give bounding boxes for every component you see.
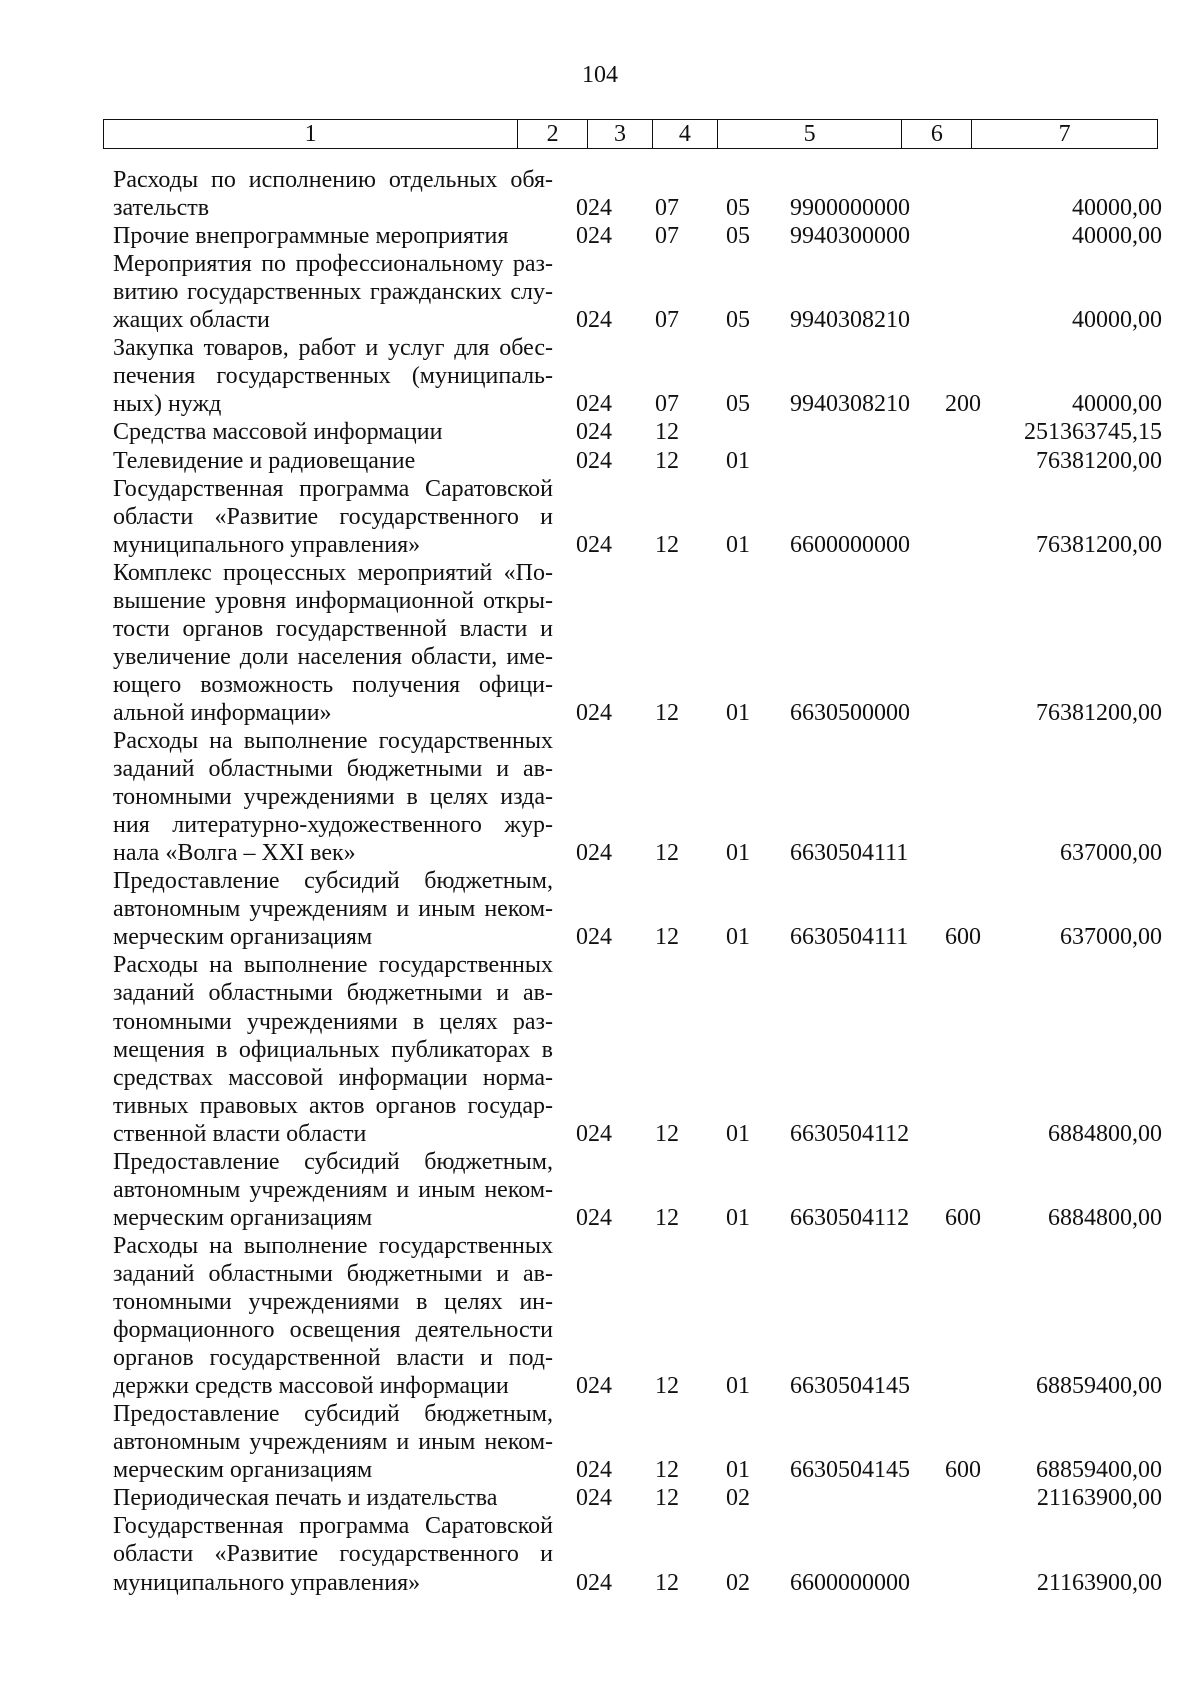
line-c5-value: 6630504111: [790, 840, 909, 867]
line-c7-value: 6884800,00: [1048, 1120, 1162, 1147]
header-col-3: 3: [588, 120, 653, 148]
table-line: [0, 334, 1200, 362]
table-line: [0, 278, 1200, 306]
line-description: мерческим организациям: [113, 1204, 373, 1231]
header-col-5: 5: [718, 120, 903, 148]
line-c7-value: 21163900,00: [1036, 1569, 1162, 1596]
table-header: [103, 119, 1158, 149]
line-c5-value: 6630504145: [790, 1373, 910, 1400]
table-line: [0, 979, 1200, 1007]
line-description: Государственная программа Саратовской: [113, 475, 553, 502]
line-description: тономными учреждениями в целях изда-: [113, 784, 553, 811]
line-c4-value: 05: [726, 195, 750, 222]
header-col-1: 1: [104, 120, 518, 148]
line-description: мерческим организациям: [113, 1457, 373, 1484]
table-line: [0, 951, 1200, 979]
line-description: автономным учреждениям и иным неком-: [113, 1429, 553, 1456]
line-description: мерческим организациям: [113, 924, 373, 951]
line-description: Телевидение и радиовещание: [113, 447, 416, 474]
table-line: [0, 1400, 1200, 1428]
table-line: [0, 895, 1200, 923]
table-line: [0, 194, 1200, 222]
line-description: мещения в официальных публикаторах в: [113, 1036, 553, 1063]
header-col-7: 7: [1058, 121, 1071, 147]
line-c3-value: 12: [655, 419, 679, 446]
line-c3-value: 12: [655, 531, 679, 558]
table-line: [0, 1569, 1200, 1597]
line-c3-value: 12: [655, 1204, 679, 1231]
header-col-4: 4: [653, 120, 718, 148]
table-line: [0, 1344, 1200, 1372]
table-line: [0, 418, 1200, 446]
line-description: области «Развитие государственного и: [113, 503, 553, 530]
line-description: ственной власти области: [113, 1120, 367, 1147]
line-c5-value: 6630500000: [790, 699, 910, 726]
line-c7-value: 40000,00: [1072, 391, 1162, 418]
table-line: [0, 559, 1200, 587]
table-line: [0, 587, 1200, 615]
line-c4-value: 01: [726, 699, 750, 726]
line-c5-value: 6630504112: [790, 1120, 910, 1147]
table-line: [0, 503, 1200, 531]
line-description: ния литературно-художественного жур-: [113, 812, 553, 839]
line-c3-value: 07: [655, 307, 679, 334]
line-c7-value: 76381200,00: [1036, 531, 1162, 558]
table-line: [0, 475, 1200, 503]
line-c3-value: 12: [655, 840, 679, 867]
line-c4-value: 01: [726, 1457, 750, 1484]
table-line: [0, 1456, 1200, 1484]
line-description: Предоставление субсидий бюджетным,: [113, 1148, 553, 1175]
line-c3-value: 07: [655, 391, 679, 418]
table-line: [0, 166, 1200, 194]
line-c4-value: 05: [726, 307, 750, 334]
line-c3-value: 07: [655, 195, 679, 222]
line-c5-value: 9900000000: [790, 195, 910, 222]
line-description: тивных правовых актов органов государ-: [113, 1092, 553, 1119]
table-line: [0, 1428, 1200, 1456]
line-c3-value: 12: [655, 1569, 679, 1596]
table-line: [0, 1204, 1200, 1232]
line-description: увеличение доли населения области, име-: [113, 643, 553, 670]
line-c2-value: 024: [576, 223, 612, 250]
line-description: Прочие внепрограммные мероприятия: [113, 223, 509, 250]
line-c3-value: 12: [655, 924, 679, 951]
line-description: Предоставление субсидий бюджетным,: [113, 868, 553, 895]
line-c6-value: 200: [945, 391, 981, 418]
line-description: альной информации»: [113, 699, 332, 726]
line-c5-value: 9940300000: [790, 223, 910, 250]
table-line: [0, 923, 1200, 951]
line-description: автономным учреждениям и иным неком-: [113, 896, 553, 923]
line-c2-value: 024: [576, 531, 612, 558]
table-line: [0, 783, 1200, 811]
line-description: печения государственных (муниципаль-: [113, 363, 553, 390]
table-line: [0, 250, 1200, 278]
line-description: заданий областными бюджетными и ав-: [113, 756, 553, 783]
line-c7-value: 40000,00: [1072, 223, 1162, 250]
line-description: Комплекс процессных мероприятий «По-: [113, 559, 553, 586]
line-c2-value: 024: [576, 1204, 612, 1231]
line-description: Расходы на выполнение государственных: [113, 728, 553, 754]
line-description: Расходы на выполнение государственных: [113, 1232, 553, 1259]
table-line: [0, 839, 1200, 867]
line-c7-value: 68859400,00: [1036, 1457, 1162, 1484]
line-description: заданий областными бюджетными и ав-: [113, 1260, 553, 1287]
line-description: тономными учреждениями в целях ин-: [113, 1289, 553, 1315]
line-description: заданий областными бюджетными и ав-: [113, 980, 553, 1007]
line-c2-value: 024: [576, 1457, 612, 1484]
table-line: [0, 671, 1200, 699]
line-description: Периодическая печать и издательства: [113, 1485, 498, 1512]
table-line: [0, 867, 1200, 895]
table-line: [0, 1120, 1200, 1148]
table-line: [0, 1036, 1200, 1064]
line-c3-value: 12: [655, 1373, 679, 1400]
line-c7-value: 40000,00: [1072, 195, 1162, 222]
line-c7-value: 76381200,00: [1036, 447, 1162, 474]
line-c7-value: 76381200,00: [1036, 699, 1162, 726]
line-c4-value: 01: [726, 1120, 750, 1147]
line-description: формационного освещения деятельности: [113, 1317, 553, 1344]
line-c7-value: 637000,00: [1060, 840, 1162, 867]
line-description: муниципального управления»: [113, 1569, 421, 1596]
line-c6-value: 600: [945, 924, 981, 951]
line-c7-value: 21163900,00: [1036, 1485, 1162, 1512]
line-c2-value: 024: [576, 447, 612, 474]
table-line: [0, 811, 1200, 839]
line-c2-value: 024: [576, 924, 612, 951]
line-c5-value: 6600000000: [790, 1569, 910, 1596]
line-c3-value: 12: [655, 1120, 679, 1147]
line-c6-value: 600: [945, 1204, 981, 1231]
table-line: [0, 390, 1200, 418]
line-c3-value: 12: [655, 1485, 679, 1512]
table-line: [0, 1260, 1200, 1288]
line-c7-value: 251363745,15: [1024, 419, 1162, 446]
table-line: [0, 643, 1200, 671]
line-c4-value: 01: [726, 531, 750, 558]
line-c7-value: 68859400,00: [1036, 1373, 1162, 1400]
table-line: [0, 1484, 1200, 1512]
line-c4-value: 01: [726, 924, 750, 951]
line-c5-value: 9940308210: [790, 307, 910, 334]
line-c4-value: 01: [726, 1373, 750, 1400]
line-description: Расходы на выполнение государственных: [113, 952, 553, 979]
line-c3-value: 07: [655, 223, 679, 250]
table-line: [0, 362, 1200, 390]
line-c2-value: 024: [576, 1569, 612, 1596]
line-description: зательств: [113, 195, 210, 222]
line-c2-value: 024: [576, 391, 612, 418]
line-c2-value: 024: [576, 1485, 612, 1512]
line-c3-value: 12: [655, 699, 679, 726]
table-line: [0, 1176, 1200, 1204]
line-c5-value: 9940308210: [790, 391, 910, 418]
table-line: [0, 1316, 1200, 1344]
line-description: ных) нужд: [113, 391, 222, 418]
line-description: тости органов государственной власти и: [113, 615, 553, 642]
line-c5-value: 6630504145: [790, 1457, 910, 1484]
line-c4-value: 01: [726, 447, 750, 474]
line-c2-value: 024: [576, 699, 612, 726]
table-line: [0, 1372, 1200, 1400]
table-line: [0, 727, 1200, 755]
line-description: органов государственной власти и под-: [113, 1345, 553, 1372]
table-line: [0, 531, 1200, 559]
line-c7-value: 40000,00: [1072, 307, 1162, 334]
table-line: [0, 1512, 1200, 1540]
page-number: 104: [582, 62, 618, 88]
line-description: витию государственных гражданских слу-: [113, 279, 553, 306]
table-line: [0, 1092, 1200, 1120]
line-c3-value: 12: [655, 1457, 679, 1484]
line-description: Мероприятия по профессиональному раз-: [113, 251, 553, 278]
header-col-2: 2: [518, 120, 588, 148]
line-c2-value: 024: [576, 1373, 612, 1400]
line-c7-value: 6884800,00: [1048, 1204, 1162, 1231]
line-c4-value: 02: [726, 1485, 750, 1512]
line-c2-value: 024: [576, 195, 612, 222]
line-description: держки средств массовой информации: [113, 1373, 509, 1400]
table-line: [0, 1232, 1200, 1260]
table-line: [0, 755, 1200, 783]
line-description: области «Развитие государственного и: [113, 1541, 553, 1568]
line-description: тономными учреждениями в целях раз-: [113, 1008, 553, 1035]
line-description: ющего возможность получения офици-: [113, 671, 553, 698]
line-c7-value: 637000,00: [1060, 924, 1162, 951]
line-c4-value: 05: [726, 391, 750, 418]
line-c6-value: 600: [945, 1457, 981, 1484]
line-c2-value: 024: [576, 1120, 612, 1147]
table-line: [0, 222, 1200, 250]
line-c3-value: 12: [655, 447, 679, 474]
table-line: [0, 1148, 1200, 1176]
table-line: [0, 1064, 1200, 1092]
line-description: автономным учреждениям и иным неком-: [113, 1176, 553, 1203]
line-c4-value: 01: [726, 840, 750, 867]
line-c5-value: 6630504111: [790, 924, 909, 951]
line-description: вышение уровня информационной откры-: [113, 587, 553, 614]
line-description: жащих области: [113, 307, 270, 334]
line-description: Закупка товаров, работ и услуг для обес-: [113, 335, 553, 362]
line-c2-value: 024: [576, 419, 612, 446]
line-description: нала «Волга – XXI век»: [113, 840, 356, 867]
line-c4-value: 01: [726, 1204, 750, 1231]
line-description: муниципального управления»: [113, 531, 421, 558]
line-description: Предоставление субсидий бюджетным,: [113, 1401, 553, 1428]
table-line: [0, 699, 1200, 727]
table-line: [0, 1288, 1200, 1316]
line-c5-value: 6600000000: [790, 531, 910, 558]
table-line: [0, 615, 1200, 643]
line-c5-value: 6630504112: [790, 1204, 910, 1231]
table-line: [0, 306, 1200, 334]
line-description: средствах массовой информации норма-: [113, 1064, 553, 1091]
line-c2-value: 024: [576, 307, 612, 334]
table-line: [0, 1540, 1200, 1568]
line-c4-value: 05: [726, 223, 750, 250]
header-col-6: 6: [902, 120, 972, 148]
line-c2-value: 024: [576, 840, 612, 867]
line-description: Средства массовой информации: [113, 419, 443, 446]
line-c4-value: 02: [726, 1569, 750, 1596]
table-line: [0, 447, 1200, 475]
line-description: Государственная программа Саратовской: [113, 1513, 553, 1540]
line-description: Расходы по исполнению отдельных обя-: [113, 167, 553, 193]
table-line: [0, 1008, 1200, 1036]
